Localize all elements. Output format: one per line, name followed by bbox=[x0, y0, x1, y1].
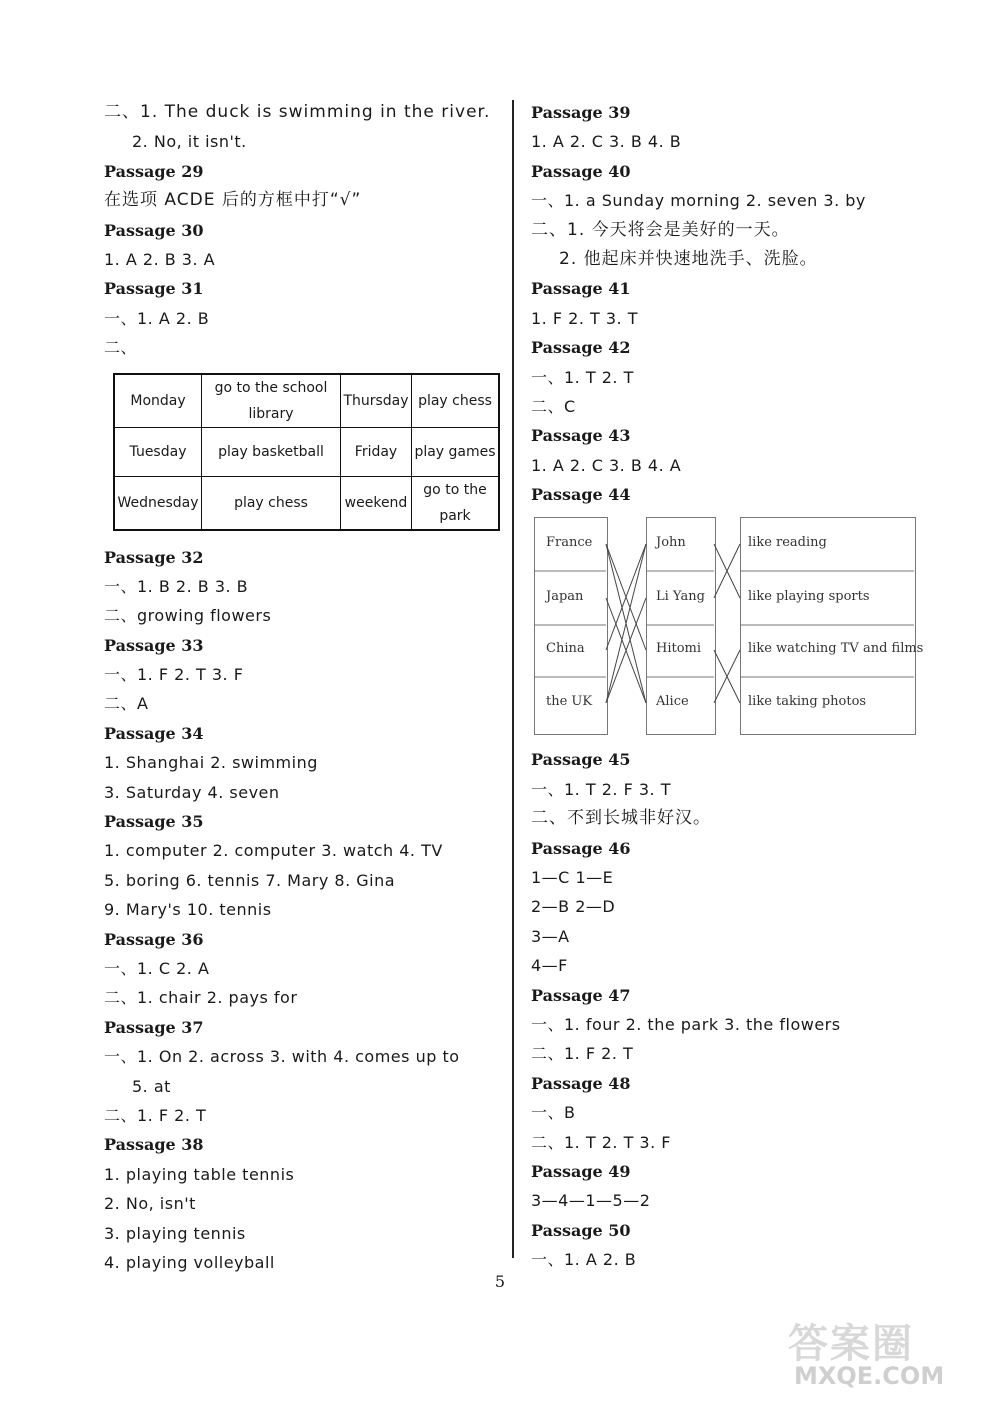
answer-line: 9. Mary's 10. tennis bbox=[104, 900, 272, 920]
answer-line: 一、1. F 2. T 3. F bbox=[104, 665, 244, 685]
answer-line: 2. 他起床并快速地洗手、洗脸。 bbox=[559, 248, 818, 269]
answer-line: 一、1. T 2. F 3. T bbox=[531, 779, 671, 799]
passage-heading: Passage 34 bbox=[104, 723, 204, 743]
passage-heading: Passage 49 bbox=[531, 1161, 631, 1181]
watermark-logo bbox=[788, 1312, 978, 1392]
answer-line: 1. F 2. T 3. T bbox=[531, 308, 638, 328]
answer-line: 一、B bbox=[531, 1103, 576, 1123]
answer-line: 3—A bbox=[531, 926, 570, 946]
answer-line: 2. No, isn't bbox=[104, 1194, 196, 1214]
right-column bbox=[531, 98, 931, 1275]
passage-heading: Passage 42 bbox=[531, 338, 631, 358]
table-cell: play chess bbox=[202, 476, 341, 530]
table-cell: play basketball bbox=[202, 427, 341, 476]
answer-line: 二、growing flowers bbox=[104, 606, 272, 626]
answer-line: 5. boring 6. tennis 7. Mary 8. Gina bbox=[104, 870, 396, 890]
answer-line: 二、1. T 2. T 3. F bbox=[531, 1132, 671, 1152]
answer-line: 5. at bbox=[132, 1076, 171, 1096]
answer-line: 一、1. A 2. B bbox=[104, 308, 210, 328]
column-divider bbox=[512, 100, 514, 1258]
table-cell: weekend bbox=[341, 476, 412, 530]
answer-line: 一、1. B 2. B 3. B bbox=[104, 576, 249, 596]
answer-line: 一、1. On 2. across 3. with 4. comes up to bbox=[104, 1047, 460, 1067]
passage-heading: Passage 35 bbox=[104, 812, 204, 832]
name-label: Alice bbox=[656, 694, 689, 710]
table-cell: go to the park bbox=[412, 476, 500, 530]
watermark-url: MXQE.COM bbox=[794, 1362, 945, 1390]
passage-heading: Passage 40 bbox=[531, 161, 631, 181]
passage-heading: Passage 41 bbox=[531, 279, 631, 299]
answer-line: 二、C bbox=[531, 396, 576, 416]
passage-heading: Passage 37 bbox=[104, 1017, 204, 1037]
answer-line: 4—F bbox=[531, 956, 568, 976]
name-label: Li Yang bbox=[656, 589, 705, 605]
right-answers-top bbox=[531, 98, 931, 509]
passage-heading: Passage 47 bbox=[531, 985, 631, 1005]
country-label: Japan bbox=[546, 589, 584, 605]
table-cell: play chess bbox=[412, 374, 500, 428]
page-number: 5 bbox=[494, 1272, 506, 1291]
matching-diagram bbox=[534, 517, 924, 735]
answer-line: 3. Saturday 4. seven bbox=[104, 782, 280, 802]
passage-heading: Passage 44 bbox=[531, 485, 631, 505]
hobby-label: like playing sports bbox=[748, 589, 870, 605]
hobby-label: like reading bbox=[748, 535, 827, 551]
answer-line: 1. computer 2. computer 3. watch 4. TV bbox=[104, 841, 443, 861]
table-cell: Tuesday bbox=[114, 427, 202, 476]
answer-line: 1. A 2. C 3. B 4. A bbox=[531, 455, 682, 475]
country-label: France bbox=[546, 535, 593, 551]
table-row bbox=[114, 427, 499, 476]
schedule-table bbox=[113, 373, 500, 531]
answer-line: 1. playing table tennis bbox=[104, 1164, 295, 1184]
left-answers-top bbox=[104, 98, 504, 363]
answer-line: 3. playing tennis bbox=[104, 1223, 246, 1243]
answer-line: 二、1. 今天将会是美好的一天。 bbox=[531, 219, 790, 240]
passage-heading: Passage 32 bbox=[104, 547, 204, 567]
name-label: Hitomi bbox=[656, 641, 702, 657]
table-cell: Monday bbox=[114, 374, 202, 428]
answer-line: 一、1. four 2. the park 3. the flowers bbox=[531, 1014, 841, 1034]
table-row bbox=[114, 476, 499, 530]
passage-heading: Passage 46 bbox=[531, 838, 631, 858]
answer-line: 一、1. T 2. T bbox=[531, 367, 634, 387]
passage-heading: Passage 31 bbox=[104, 279, 204, 299]
answer-line: 二、1. The duck is swimming in the river. bbox=[104, 102, 491, 122]
hobby-label: like taking photos bbox=[748, 694, 867, 710]
answer-line: 二、A bbox=[104, 694, 149, 714]
passage-heading: Passage 33 bbox=[104, 635, 204, 655]
answer-line: 二、1. F 2. T bbox=[531, 1044, 634, 1064]
table-cell: Friday bbox=[341, 427, 412, 476]
passage-heading: Passage 45 bbox=[531, 750, 631, 770]
passage-heading: Passage 48 bbox=[531, 1073, 631, 1093]
answer-line: 一、1. C 2. A bbox=[104, 958, 210, 978]
table-row bbox=[114, 374, 499, 428]
answer-line: 一、1. A 2. B bbox=[531, 1250, 637, 1270]
watermark-title: 答案圈 bbox=[788, 1321, 914, 1367]
passage-heading: Passage 50 bbox=[531, 1220, 631, 1240]
answer-line: 2—B 2—D bbox=[531, 897, 616, 917]
passage-heading: Passage 43 bbox=[531, 426, 631, 446]
table-cell: go to the school library bbox=[202, 374, 341, 428]
passage-heading: Passage 30 bbox=[104, 220, 204, 240]
answer-line: 二、不到长城非好汉。 bbox=[531, 808, 711, 829]
country-label: the UK bbox=[546, 694, 593, 710]
passage-heading: Passage 39 bbox=[531, 103, 631, 122]
answer-line: 二、1. F 2. T bbox=[104, 1105, 207, 1125]
hobby-label: like watching TV and films bbox=[748, 641, 924, 657]
country-label: China bbox=[546, 641, 585, 657]
right-answers-bottom bbox=[531, 745, 931, 1274]
answer-line: 一、1. a Sunday morning 2. seven 3. by bbox=[531, 191, 866, 211]
answer-line: 1. A 2. C 3. B 4. B bbox=[531, 132, 682, 152]
left-answers-bottom bbox=[104, 543, 504, 1278]
answer-line: 1. Shanghai 2. swimming bbox=[104, 753, 318, 773]
answer-line: 在选项 ACDE 后的方框中打“√” bbox=[104, 190, 362, 211]
answer-line: 4. playing volleyball bbox=[104, 1252, 275, 1272]
passage-heading: Passage 36 bbox=[104, 929, 204, 949]
answer-line: 1—C 1—E bbox=[531, 868, 614, 888]
table-cell: Wednesday bbox=[114, 476, 202, 530]
answer-line: 3—4—1—5—2 bbox=[531, 1191, 651, 1211]
answer-line: 二、1. chair 2. pays for bbox=[104, 988, 298, 1008]
table-cell: play games bbox=[412, 427, 500, 476]
table-cell: Thursday bbox=[341, 374, 412, 428]
left-column bbox=[104, 98, 504, 1277]
answer-line: 2. No, it isn't. bbox=[132, 132, 247, 152]
answer-line: 二、 bbox=[104, 338, 138, 358]
passage-heading: Passage 38 bbox=[104, 1135, 204, 1155]
passage-heading: Passage 29 bbox=[104, 161, 204, 181]
answer-line: 1. A 2. B 3. A bbox=[104, 249, 216, 269]
name-label: John bbox=[656, 535, 686, 551]
